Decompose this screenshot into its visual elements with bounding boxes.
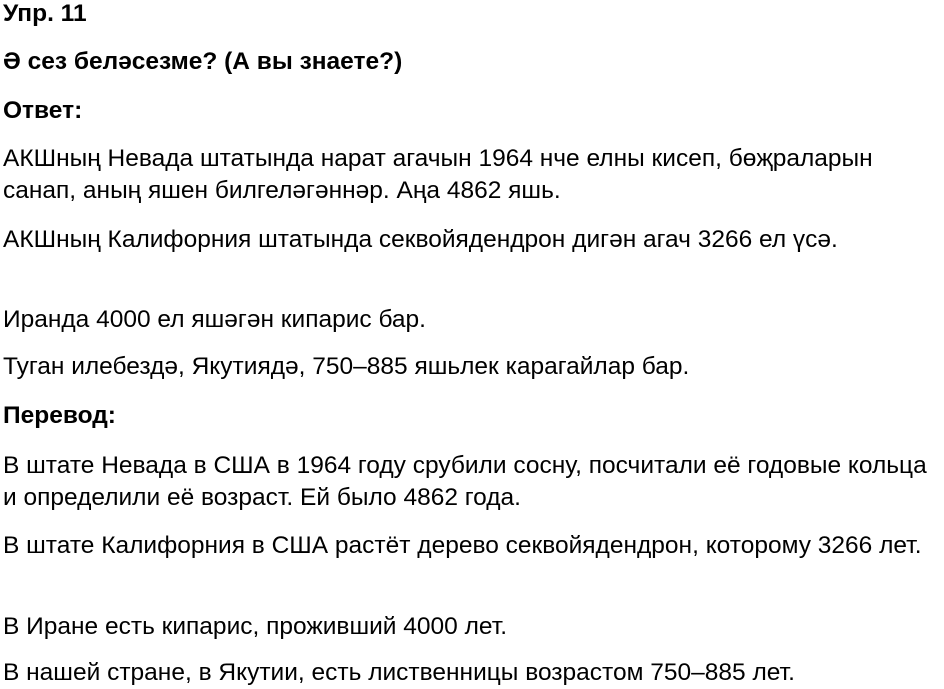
exercise-number: Упр. 11 [3, 0, 87, 27]
answer-paragraph-3: Иранда 4000 ел яшәгән кипарис бар. [3, 306, 426, 333]
answer-heading: Ответ: [3, 97, 83, 124]
translation-heading: Перевод: [3, 402, 116, 429]
exercise-question: Ә сез беләсезме? (А вы знаете?) [3, 48, 403, 75]
translation-paragraph-1: В штате Невада в США в 1964 году срубили сосну, посчитали её годовые кольца и определили её возраст. Ей было 4862 года. [3, 452, 927, 511]
translation-paragraph-4: В нашей стране, в Якутии, есть лиственницы возрастом 750–885 лет. [3, 659, 795, 686]
answer-paragraph-2: АКШның Калифорния штатында секвойядендрон дигән агач 3266 ел үсә. [3, 226, 838, 253]
translation-paragraph-2: В штате Калифорния в США растёт дерево секвойядендрон, которому 3266 лет. [3, 532, 922, 559]
translation-paragraph-3: В Иране есть кипарис, проживший 4000 лет. [3, 613, 508, 640]
answer-paragraph-1: АКШның Невада штатында нарат агачын 1964 нче елны кисеп, бөҗраларын санап, аның яшен билгеләгәннәр. Аңа 4862 яшь. [3, 145, 873, 204]
answer-paragraph-4: Туган илебездә, Якутиядә, 750–885 яшьлек карагайлар бар. [3, 353, 690, 380]
